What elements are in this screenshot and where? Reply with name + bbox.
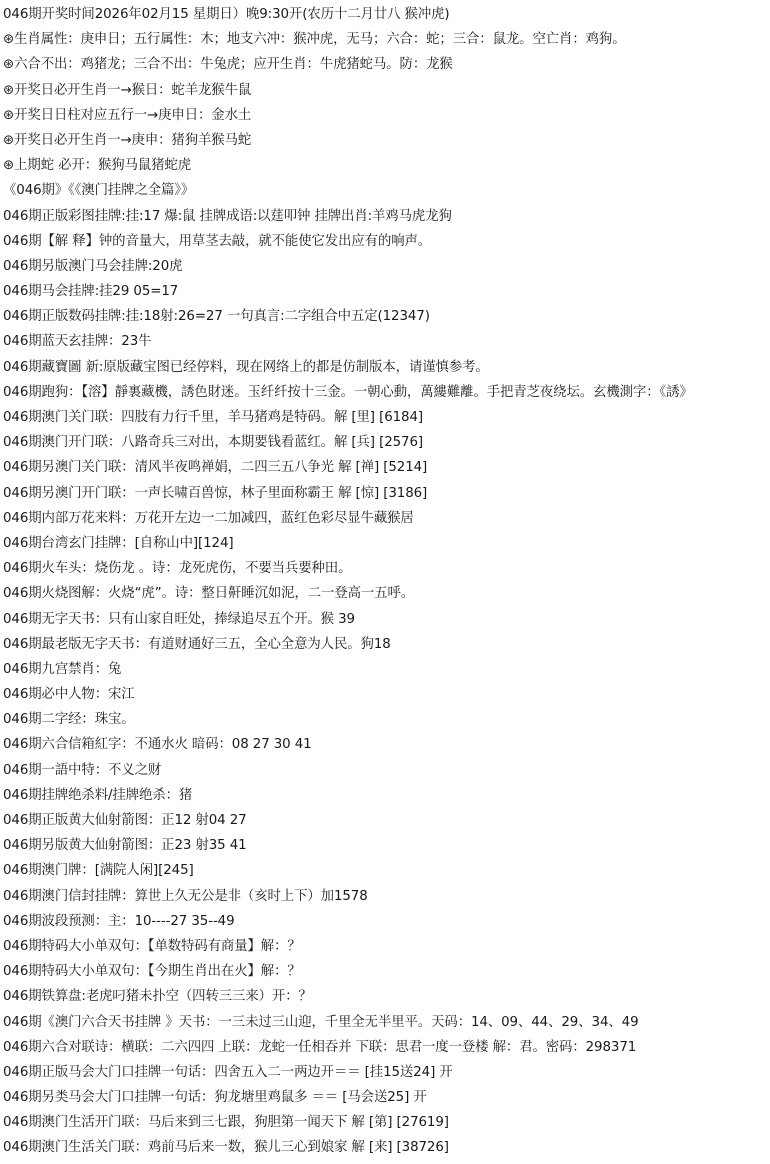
text-line: 046期正版黄大仙射箭图：正12 射04 27 xyxy=(3,813,247,828)
text-line: 046期《澳门六合天书挂牌 》天书：一三未过三山迎，千里全无半里平。天码：14、09、44、29、34、49 xyxy=(3,1014,639,1030)
text-line: 046期必中人物：宋江 xyxy=(3,687,135,703)
text-line: 046期另澳门开门联：一声长啸百兽惊，林子里面称霸王 解 [惊] [3186] xyxy=(3,485,428,501)
text-line: 046期澳门生活开门联：马后来到三七跟，狗胆第一闻天下 解 [第] [27619] xyxy=(3,1115,449,1131)
text-line: 《046期》《《澳门挂牌之全篇》》 xyxy=(3,183,195,199)
text-line: 046期另版黄大仙射箭图：正23 射35 41 xyxy=(3,838,247,854)
text-line: 046期澳门开门联：八路奇兵三对出，本期要钱看蓝红。解 [兵] [2576] xyxy=(3,435,424,451)
text-line: 046期澳门牌：[满院人闲][245] xyxy=(3,863,194,879)
text-line: 046期六合信箱紅字：不通水火 暗码：08 27 30 41 xyxy=(3,737,312,753)
text-line: 046期另类马会大门口挂牌一句话：狗龙塘里鸡鼠多 ＝＝ [马会送25] 开 xyxy=(3,1090,427,1106)
text-line: 046期内部万花来料：万花开左边一二加减四，蓝红色彩尽显牛藏猴居 xyxy=(3,510,414,526)
text-line: 046期蓝天玄挂牌：23牛 xyxy=(3,334,152,350)
text-line: 046期另澳门关门联：清风半夜鸣禅娟，二四三五八争光 解 [禅] [5214] xyxy=(3,460,428,476)
text-line: 046期最老版无字天书：有道财通好三五，全心全意为人民。狗18 xyxy=(3,636,391,652)
text-line: 046期特码大小单双句：【单数特码有商量】解：？ xyxy=(3,938,301,954)
text-line: 046期藏寶圖 新:原版藏宝图已经停料，现在网络上的都是仿制版本，请谨慎参考。 xyxy=(3,359,489,375)
text-line: 046期正版数码挂牌:挂:18射:26=27 一句真言:二字组合中五定(12347) xyxy=(3,309,430,325)
text-line: 046期二字经：珠宝。 xyxy=(3,712,135,728)
text-line: 046期挂牌绝杀料/挂牌绝杀：猪 xyxy=(3,787,193,803)
text-line: 046期一語中特：不义之财 xyxy=(3,762,162,778)
text-line: 046期火车头：烧伤龙 。诗：龙死虎伤，不要当兵要种田。 xyxy=(3,561,352,577)
text-line: 046期波段预测：主：10----27 35--49 xyxy=(3,913,235,929)
text-line: ⊛开奖日必开生肖一→猴日：蛇羊龙猴牛鼠 xyxy=(3,82,252,98)
text-line: ⊛开奖日日柱对应五行一→庚申日：金水土 xyxy=(3,107,252,123)
text-line: 046期【解 释】钟的音量大，用草茎去敲，就不能使它发出应有的响声。 xyxy=(3,233,432,249)
text-line: ⊛生肖属性：庚申日；五行属性：木；地支六冲：猴冲虎，无马；六合：蛇；三合：鼠龙。空亡肖：鸡狗。 xyxy=(3,32,626,48)
text-line: 046期特码大小单双句：【今期生肖出在火】解：？ xyxy=(3,964,301,980)
text-line: 046期六合对联诗：横联：二六四四 上联：龙蛇一任相吞并 下联：思君一度一登楼 解：君。密码：298371 xyxy=(3,1039,637,1055)
text-line: 046期正版彩图挂牌:挂:17 爆:鼠 挂牌成语:以莛叩钟 挂牌出肖:羊鸡马虎龙狗 xyxy=(3,208,452,224)
text-line: 046期澳门信封挂牌：算世上久无公是非（亥时上下）加1578 xyxy=(3,888,368,904)
text-line: ⊛上期蛇 必开：猴狗马鼠猪蛇虎 xyxy=(3,158,192,174)
text-line: 046期火烧图解：火烧“虎”。诗：整日鼾睡沉如泥，二一登高一五呼。 xyxy=(3,586,415,602)
text-line: ⊛六合不出：鸡猪龙；三合不出：牛兔虎；应开生肖：牛虎猪蛇马。防：龙猴 xyxy=(3,57,453,73)
text-line: 046期马会挂牌:挂29 05=17 xyxy=(3,284,179,300)
text-line: 046期无字天书：只有山家自旺处，捧绿追尽五个开。猴 39 xyxy=(3,611,355,627)
text-line: 046期台湾玄门挂牌：[自称山中][124] xyxy=(3,535,234,551)
text-line: 046期另版澳门马会挂牌:20虎 xyxy=(3,258,183,274)
text-line: 046期正版马会大门口挂牌一句话：四舍五入二一两边开＝＝ [挂15送24] 开 xyxy=(3,1064,453,1080)
text-line: ⊛开奖日必开生肖一→庚申：猪狗羊猴马蛇 xyxy=(3,132,252,148)
text-line: 046期跑狗：【溶】靜裏藏機，誘色財迷。玉纤纤按十三金。一朝心動，萬縷難離。手把青芝夜绕坛。玄機測字：《誘》 xyxy=(3,384,693,400)
text-line: 046期九宫禁肖：兔 xyxy=(3,661,122,677)
text-line: 046期铁算盘:老虎叼猪未扑空（四转三三来）开：？ xyxy=(3,989,312,1005)
text-line: 046期开奖时间2026年02月15 星期日）晚9:30开(农历十二月廿八 猴冲虎) xyxy=(3,7,450,22)
text-line: 046期澳门生活关门联：鸡前马后来一数，猴儿三心到娘家 解 [来] [38726] xyxy=(3,1140,449,1156)
text-line: 046期澳门关门联：四肢有力行千里，羊马猪鸡是特码。解 [里] [6184] xyxy=(3,410,424,425)
